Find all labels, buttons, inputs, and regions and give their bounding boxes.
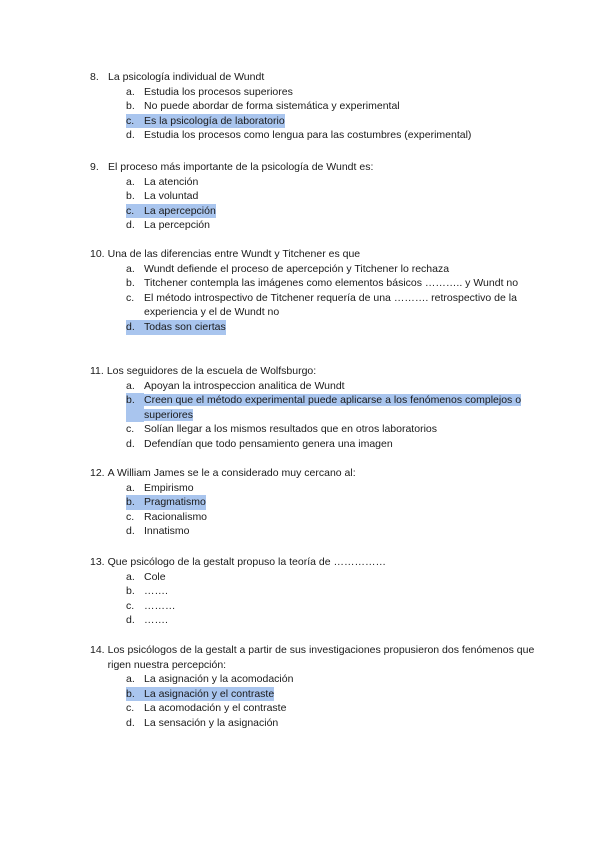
option-text: Pragmatismo xyxy=(144,496,206,509)
question-number: 11. xyxy=(90,365,104,377)
question-9 xyxy=(90,160,540,233)
option-letter: a. xyxy=(126,481,135,494)
highlighted-answer-text: Creen que el método experimental puede aplicarse a los fenómenos complejos o superiores xyxy=(144,394,522,421)
option-d xyxy=(126,218,540,233)
question-stem xyxy=(90,70,540,85)
option-text: Defendían que todo pensamiento genera una imagen xyxy=(144,437,393,450)
option-b xyxy=(126,99,540,114)
question-12 xyxy=(90,466,540,539)
option-letter: a. xyxy=(126,379,135,392)
option-letter: c. xyxy=(126,423,135,436)
option-list xyxy=(90,570,540,628)
question-10 xyxy=(90,247,540,335)
option-d xyxy=(126,437,540,452)
question-text: A William James se le a considerado muy cercano al: xyxy=(107,467,356,479)
option-text: Cole xyxy=(144,570,166,583)
option-a xyxy=(126,379,540,394)
option-text: Solían llegar a los mismos resultados que en otros laboratorios xyxy=(144,423,437,436)
option-letter: b. xyxy=(126,585,135,598)
option-d-highlighted xyxy=(126,320,540,335)
question-stem xyxy=(90,247,540,262)
option-c-highlighted xyxy=(126,114,540,129)
option-b xyxy=(126,276,540,291)
option-text: Estudia los procesos como lengua para las costumbres (experimental) xyxy=(144,129,472,142)
option-text: La asignación y el contraste xyxy=(144,687,275,700)
option-text: ……… xyxy=(144,599,176,612)
option-letter: c. xyxy=(126,114,144,129)
option-text: El método introspectivo de Titchener requería de una ………. retrospectivo de la experiencia y el de Wundt no xyxy=(144,291,517,319)
question-14 xyxy=(90,643,540,731)
question-stem xyxy=(90,555,540,570)
question-stem xyxy=(90,160,540,175)
option-c xyxy=(126,291,540,320)
option-letter: b. xyxy=(126,495,144,510)
question-text: Una de las diferencias entre Wundt y Titchener es que xyxy=(107,248,361,260)
option-c xyxy=(126,701,540,716)
question-11 xyxy=(90,364,540,452)
option-a xyxy=(126,262,540,277)
option-text xyxy=(144,393,540,422)
question-text: Que psicólogo de la gestalt propuso la teoría de …………… xyxy=(107,556,387,568)
option-text: Racionalismo xyxy=(144,510,208,523)
option-text: La acomodación y el contraste xyxy=(144,702,287,715)
option-text: No puede abordar de forma sistemática y experimental xyxy=(144,100,400,113)
option-list xyxy=(90,85,540,143)
option-letter: b. xyxy=(126,190,135,203)
option-c-highlighted xyxy=(126,204,540,219)
option-list xyxy=(90,262,540,335)
option-letter: d. xyxy=(126,219,135,232)
option-letter: a. xyxy=(126,262,135,275)
question-number: 12. xyxy=(90,467,105,479)
question-stem xyxy=(90,364,540,379)
option-a xyxy=(126,570,540,585)
question-number: 10. xyxy=(90,248,105,260)
option-text: La sensación y la asignación xyxy=(144,716,279,729)
option-text: La percepción xyxy=(144,219,210,232)
option-letter: a. xyxy=(126,85,135,98)
option-letter: a. xyxy=(126,570,135,583)
option-d xyxy=(126,524,540,539)
option-text: Empirismo xyxy=(144,481,194,494)
option-letter: d. xyxy=(126,437,135,450)
question-number: 13. xyxy=(90,556,105,568)
option-letter: d. xyxy=(126,716,135,729)
option-letter: b. xyxy=(126,393,144,422)
option-text: Innatismo xyxy=(144,525,190,538)
option-text: ……. xyxy=(144,614,168,627)
option-d xyxy=(126,716,540,731)
option-letter: a. xyxy=(126,673,135,686)
option-letter: b. xyxy=(126,277,135,290)
question-text: Los psicólogos de la gestalt a partir de sus investigaciones propusieron dos fenómenos que rigen nuestra percepción: xyxy=(107,644,535,671)
option-text: ……. xyxy=(144,585,168,598)
option-text: Apoyan la introspeccion analitica de Wundt xyxy=(144,379,345,392)
option-letter: d. xyxy=(126,614,135,627)
question-text: La psicología individual de Wundt xyxy=(108,71,265,83)
option-letter: c. xyxy=(126,291,135,304)
option-d xyxy=(126,128,540,143)
option-a xyxy=(126,481,540,496)
option-a xyxy=(126,85,540,100)
option-a xyxy=(126,175,540,190)
option-letter: d. xyxy=(126,525,135,538)
option-letter: c. xyxy=(126,702,135,715)
option-letter: d. xyxy=(126,320,144,335)
option-list xyxy=(90,379,540,452)
option-list xyxy=(90,175,540,233)
option-text: Todas son ciertas xyxy=(144,320,226,333)
option-d xyxy=(126,613,540,628)
option-b-highlighted xyxy=(126,495,540,510)
question-text: El proceso más importante de la psicología de Wundt es: xyxy=(108,161,374,173)
option-c xyxy=(126,422,540,437)
question-text: Los seguidores de la escuela de Wolfsburgo: xyxy=(106,365,317,377)
option-text: Wundt defiende el proceso de apercepción y Titchener lo rechaza xyxy=(144,262,450,275)
option-b xyxy=(126,189,540,204)
option-c xyxy=(126,510,540,525)
option-text: Titchener contempla las imágenes como elementos básicos ……….. y Wundt no xyxy=(144,277,519,290)
question-13 xyxy=(90,555,540,628)
option-b-highlighted xyxy=(126,687,540,702)
option-letter: b. xyxy=(126,687,144,702)
option-letter: c. xyxy=(126,204,144,219)
question-stem xyxy=(90,643,540,672)
option-b xyxy=(126,584,540,599)
option-letter: c. xyxy=(126,599,135,612)
option-b-highlighted xyxy=(126,393,540,422)
option-letter: a. xyxy=(126,175,135,188)
option-text: La apercepción xyxy=(144,204,216,217)
option-list xyxy=(90,672,540,730)
question-stem xyxy=(90,466,540,481)
option-text: Estudia los procesos superiores xyxy=(144,85,293,98)
question-number: 8. xyxy=(90,71,99,83)
question-number: 9. xyxy=(90,161,99,173)
option-a xyxy=(126,672,540,687)
option-list xyxy=(90,481,540,539)
option-text: La atención xyxy=(144,175,199,188)
option-text: Es la psicología de laboratorio xyxy=(144,114,285,127)
option-c xyxy=(126,599,540,614)
option-letter: c. xyxy=(126,510,135,523)
option-text: La asignación y la acomodación xyxy=(144,673,294,686)
option-letter: b. xyxy=(126,100,135,113)
question-number: 14. xyxy=(90,644,105,656)
option-letter: d. xyxy=(126,129,135,142)
option-text: La voluntad xyxy=(144,190,199,203)
question-8 xyxy=(90,70,540,143)
